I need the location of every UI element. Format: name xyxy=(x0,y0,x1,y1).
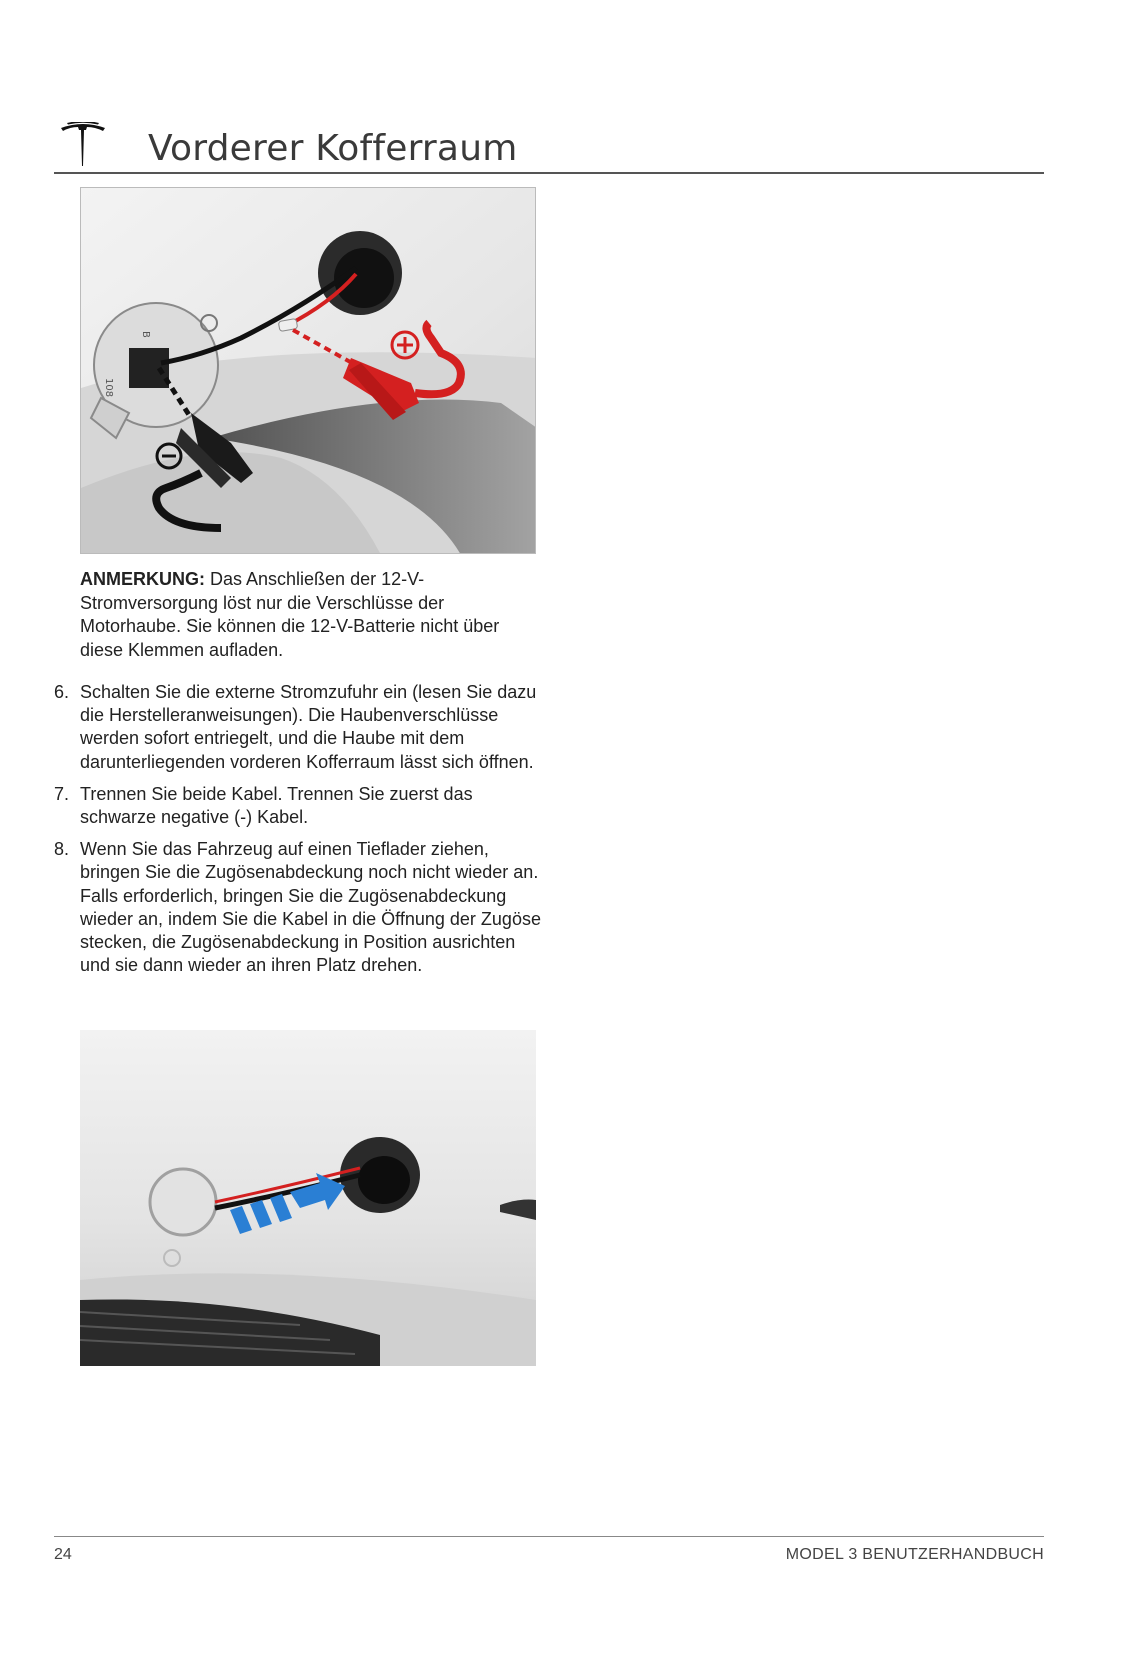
note-label: ANMERKUNG: xyxy=(80,569,205,589)
step-number: 6. xyxy=(54,682,70,702)
list-item xyxy=(54,783,542,829)
note-paragraph xyxy=(80,568,540,662)
step-number: 8. xyxy=(54,839,70,860)
step-number: 7. xyxy=(54,783,70,804)
svg-text:B: B xyxy=(140,331,151,338)
jumper-cable-figure xyxy=(80,187,536,554)
footer-divider xyxy=(54,1536,1044,1537)
step-text: Schalten Sie die externe Stromzufuhr ein (lesen Sie dazu die Herstelleranweisungen). Die Haubenverschlüsse werden sofort entriegelt, und die Haube mit dem darunterliegenden vorderen Kofferraum lässt sich öffnen. xyxy=(80,682,537,772)
steps-list xyxy=(54,681,542,986)
step-text: Wenn Sie das Fahrzeug auf einen Tieflader ziehen, bringen Sie die Zugösenabdeckung noch nicht wieder an. Falls erforderlich, bringen Sie die Zugösenabdeckung wieder an, indem Sie die Kabel in die Öffnung der Zugöse stecken, die Zugösenabdeckung in Position ausrichten und sie dann wieder an ihren Platz drehen. xyxy=(80,839,541,976)
list-item xyxy=(54,681,542,774)
note-text: Das Anschließen der 12-V-Stromversorgung löst nur die Verschlüsse der Motorhaube. Sie können die 12-V-Batterie nicht über diese Klemmen aufladen. xyxy=(80,569,500,660)
manual-title: MODEL 3 BENUTZERHANDBUCH xyxy=(785,1546,1044,1563)
step-text: Trennen Sie beide Kabel. Trennen Sie zuerst das schwarze negative (-) Kabel. xyxy=(80,783,473,828)
tesla-logo-icon xyxy=(59,122,107,168)
list-item xyxy=(54,838,542,977)
page-number: 24 xyxy=(54,1546,72,1563)
header-divider xyxy=(54,172,1044,174)
page-title: Vorderer Kofferraum xyxy=(148,128,518,169)
svg-text:108: 108 xyxy=(103,378,114,398)
tow-eye-cover-figure xyxy=(80,1030,536,1366)
